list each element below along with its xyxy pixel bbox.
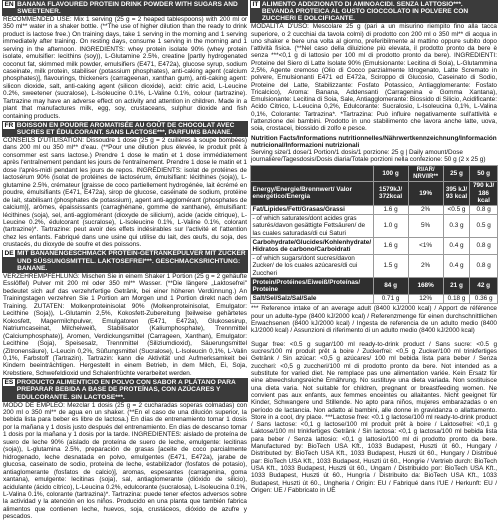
section-es: [2, 378, 248, 520]
header-cell: 25 g: [443, 166, 470, 181]
nutrient-name: - of which saturates/dont acides gras saturés/davon gesättigte Fettsäuren/ de las cuales saturadas/di cui Saturi: [251, 214, 374, 238]
value-ri: 12%: [408, 294, 443, 303]
language-code: EN: [4, 0, 14, 8]
value-ri: 5%: [408, 214, 443, 238]
value-ri: 2%: [408, 254, 443, 278]
section-it: [250, 0, 498, 133]
nutrient-name: Protein/Protéines/Eiweiß/Proteínas/ Proteine: [251, 278, 374, 294]
section-header: [2, 121, 248, 137]
nutrient-name: Salt/Sel/Salz/Sal/Sale: [251, 294, 374, 303]
language-code: DE: [4, 250, 14, 258]
value-25g: 0.4 g: [443, 238, 470, 254]
section-header: [250, 0, 498, 23]
nutrition-subtitle: Serving size/1 dose/1 Portion/1 dosis/1 porzione: 25 g | Daily amount/Dose journalière/Tagesdosis/Dosis diaria/Totale porzioni nella confezione: 50 g (2 x 25 g): [251, 149, 486, 164]
value-100g: 1.5 g: [373, 254, 408, 278]
value-25g: 0.4 g: [443, 254, 470, 278]
language-code: FR: [4, 121, 14, 129]
section-fr: [2, 121, 248, 249]
section-title: BOISSON EN POUDRE AROMATISÉE AU GOÛT DE CHOCOLAT AVEC SUCRES ET ÉDULCORANT. SANS LACTOSE***, PARFUMS BANANE.: [16, 121, 235, 137]
section-body: VERZEHREMPFEHLUNG: Mischen Sie in einem Shaker 1 Portion (25 g = 2 gehäufte Esslöffel) Pulver mit 200 ml oder 350 ml** Wasser. (**Die längere „Laktosefrei" bedeutet sich auf das verzehrfertige Getränk, bei einer höheren Verdünnung.) An Trainingstagen verzehren Sie 1 Portion am Morgen und 1 Portion direkt nach dem Training. ZUTATEN: Molkenproteinisolat 90% (Molkenproteinisolat, Emulgator: Lecithine (Soja)), L-Glutamin 2,5%, Kokosfett-Zubereitung [teilweise gehärtetes Kokosfett, Magermilchpulver, Emulgatoren (E471, E472a), Glukosesirup, Natriumcaseinat, Milcheiweiß, Stabilisator (Kaliumphosphate), Trennmittel (Calciumphosphate)], Aromen, Verdickungsmittel (Carrageen, Xanthan), Emulgator: Lecithine (Soja), Speisesalz, Trennmittel (Siliziumdioxid), Säuerungsmittel (Zitronensäure), L-Leucin 0,2%, Süßungsmittel (Sucralose), L-Isoleucin 0,1%, L-Valin 0,1%, Farbstoff (Tartrazin). Tartrazin: kann die Aktivität und Aufmerksamkeit bei Kindern beeinträchtigen. Hergestellt in einem Betrieb, in dem Milch, Ei, Soja, Krebstiere, Schwefeldioxid und Schalenfrüchte verarbeitet werden.: [3, 272, 247, 377]
language-code: ES: [4, 378, 14, 386]
section-body: MODALITÀ D'USO: Mescolare 25 g (pari a un misurino riempito fino alla tacca superiore, o 2 cucchiai da tavola colmi) di prodotto con 200 ml o 350 ml** di acqua in uno shaker e bere una volta al giorno, preferibilmente al mattino oppure subito dopo l'attività fisica. (**Nel caso della diluizione più elevata, il prodotto pronto da bere è senza ***<0,1 g di lattosio per 100 ml di prodotto pronto da bere). INGREDIENTI: Proteine del Siero di Latte Isolate 90% (Emulsionante: Lecitina di Soia), L-Glutammina 2,5%, Agente cremoso (Olio di Cocco parzialmente Idrogenato, Latte Scremato in polvere, Emulsionanti E471 ed E472a, Sciroppo di Glucosio, Caseinato di Sodio, Proteine del Latte, Stabilizzante: Fosfato Potassico, Antiagglomerante: Fosfato Tricalcico), Aroma: Banana, Addensanti (Carragenina e Gomma Xantana), Emulsionante: Lecitina di Soia, Sale, Antiagglomerante: Biossido di Silicio, Acidificante: Acido Citrico, L-Leucina 0,2%, Edulcorante: Sucralosio, L-Isoleucina 0,1%, L-Valina 0,1%, Colorante: Tartrazina*. *Tartrazina: Può influire negativamente sull'attività e l'attenzione dei bambini. Prodotto in uno stabilimento che lavora anche latte, uova, soia, crostacei, biossido di zolfo e pesce.: [251, 23, 497, 133]
header-cell: [251, 166, 374, 181]
nutrient-name: Carbohydrate/Glucides/Kohlenhydrate/ Hidratos de carbono/Carboidrati: [252, 238, 372, 253]
value-ri: 2%: [408, 205, 443, 214]
value-50g: 0.36 g: [470, 294, 498, 303]
nutrition-footnote: *** Reference intake of an average adult (8400 kJ/2000 kcal) / Apport de référence pour un adulte-type (8400 kJ/2000 kcal) / Referenzmenge für einen durchschnittlichen Erwachsenen (8400 kJ/2000 kcal) / Ingesta de referencia de un adulto medio (8400 kJ/2000 kcal) / Assunzioni di riferimento di un adulto medio (8400 kJ/2000 kcal): [251, 305, 497, 335]
value-100g: 0.71 g: [373, 294, 408, 303]
value-50g: 0.8 g: [470, 205, 498, 214]
section-header: [2, 250, 248, 273]
table-row: [251, 278, 498, 294]
value-25g: 0.3 g: [443, 214, 470, 238]
section-title: BANANA FLAVOURED PROTEIN DRINK POWDER WITH SUGARS AND SWEETENER.: [17, 0, 238, 15]
value-100g: 1.6 g: [373, 205, 408, 214]
table-row: [251, 181, 498, 205]
section-body: CONSEILS D'UTILISATION: Dissoudre 1 dose (25 g = 2 cuillères à soupe bombées) dans 200 ml ou 350 ml** d'eau. (**Pour une dilution plus élevée, le produit prêt à consommer est sans lactose.) Prendre 1 dose le matin et 1 dose immédiatement après l'entraînement pendant les jours de l'entraînement. Prendre 1 dose le matin et 1 dose l'après-midi pendant les jours de repos. INGRÉDIENTS: isolat de protéines de lactosérum 90% (isolat de protéines de lactosérum, émulsifiant: lécithines (soja)), L-glutamine 2.5%, crémateur [graisse de coco partiellement hydrogénée, lait écrémé en poudre, émulsifiants (E471, E472a), sirop de glucose, caséinate de sodium, protéine de lait, stabilisant (phosphates de potassium), agent anti-agglomérant (phosphates de calcium)], arômes, épaississants (carraghénane, gomme de xanthane), émulsifiant: lécithines (soja), sel, anti-agglomérant (dioxyde de silicium), acide (acide citrique), L-Leucine 0.2%, édulcorant (sucralose), L-Isoleucine 0.1%, L-Valine 0.1%, colorant (tartrazine)*. Tartrazine: peut avoir des effets indésirables sur l'activité et l'attention chez les enfants. Fabriqué dans une usine qui utilise du lait, des œufs, du soja, des crustacés, du dioxyde de soufre et des poissons.: [3, 136, 247, 249]
table-row: [251, 214, 498, 238]
section-en: [2, 0, 248, 120]
nutrition-header-row: [251, 166, 498, 181]
header-cell: RI/AR/ NRV/IR**: [408, 166, 443, 181]
header-cell: 50 g: [470, 166, 498, 181]
section-title: MIT BANANENGESCHMACK PROTEIN-GETRÄNKEPULVER MIT ZUCKER UND SÜSSUNGSMITTEL. LAKTOSEFREI***. GESCHMACKSRICHTUNG: BANANE.: [17, 250, 246, 273]
value-100g: 1.0 g: [373, 214, 408, 238]
table-row: [251, 294, 498, 303]
section-de: [2, 250, 248, 378]
value-50g: 0.5 g: [470, 214, 498, 238]
nutrient-name: Energy/Energie/Brennwert/ Valor energético/Energia: [251, 181, 374, 205]
nutrient-name: Fat/Lipides/Fett/Grasas/Grassi: [251, 205, 374, 214]
value-25g: <0.5 g: [443, 205, 470, 214]
value-25g: 21 g: [443, 278, 470, 294]
value-50g: 790 kJ/ 186 kcal: [470, 181, 498, 205]
nutrition-table: [250, 165, 498, 303]
value-100g: 1.6 g: [373, 238, 408, 254]
value-100g: 1579kJ/ 372kcal: [373, 181, 408, 205]
value-50g: 42 g: [470, 278, 498, 294]
section-title: PRODUCTO ALIMENTICIO EN POLVO CON SABOR A PLÁTANO PARA PREPARAR BEBIDA A BASE DE PROTEÍNAS, CON AZÚCARES Y EDULCORANTE. SIN LACTOSE***.: [16, 378, 236, 401]
left-column: [2, 0, 248, 521]
value-25g: 0.18 g: [443, 294, 470, 303]
value-50g: 0.8 g: [470, 238, 498, 254]
section-title: ALIMENTO ADDIZIONATO DI AMINOACIDI. SENZA LATTOSIO***. BEVANDA PROTEICA AL GUSTO CIOCCOLATO IN POLVERE CON ZUCCHERI E DOLCIFICANTE.: [261, 0, 469, 23]
nutrition-title: Nutrition Facts/Informations nutritionnelles/Nährwertkennzeichnung/Información nutricional/Informazioni nutrizionali: [251, 134, 497, 149]
additional-info: Sugar free: <0.5 g sugar/100 ml ready-to-drink product / Sans sucre: <0.5 g sucres/100 ml produit prêt à boire / Zuckerfrei: <0,5 g Zucker/100 ml trinkfertiges Getränk / Sin azúcar: <0,5 g azúcares/ 100 ml bebida lista para beber / Senza zuccheri: <0,5 g zuccheri/100 ml di prodotto pronto da bere. Not intended as a substitute for varied diet. Ne remplace pas une alimentation variée. Kein Ersatz für eine abwechslungsreiche Ernährung. No sustituye una dieta variada. Non sostituisce una dieta varia. Not suitable for children, pregnant or breastfeeding women. Ne convient pas aux enfants, aux femmes enceintes ou allaitantes. Nicht geeignet für Kinder, Schwangere und Stillende. No apto para niños, mujeres embarazadas o en período de lactancia. Non adatto ai bambini, alle donne in gravidanza o allattamento. Store in a cool, dry place. ***Lactose free: <0.1 g lactose/100 ml ready-to-drink product / Sans lactose: <0,1 g lactose/100 ml produit prêt à boire / Laktosefrei: <0,1 g Laktose/100 ml trinkfertiges Getränk / Sin lactosa: <0,1 g lactosa/100 ml bebida lista para beber / Senza lattosio: <0,1 g lattosio/100 ml di prodotto pronto da bere. Manufactured by: BioTech USA Kft., 1033 Budapest, Huszti út 60., Hungary / Distributed by: BioTech USA Kft., 1033 Budapest, Huszti út 60., Hungary / Distribué par: BioTech USA Kft., 1033 Budapest, Huszti út 60., Hongrie / Vertrieb durch: BioTech USA Kft., 1033 Budapest, Huszti út 60., Ungarn / Distribuido por: BioTech USA Kft., 1033 Budapest, Huszti út 60., Hungría / Distribuito da: BioTech USA Kft., 1033 Budapest, Huszti út 60., Ungheria / Origin: EU / Fabriqué dans l'UE / Herkunft: EU / Origen: UE / Fabbricato in UE: [251, 340, 497, 494]
right-column: [250, 0, 498, 500]
language-code: IT: [252, 0, 259, 8]
value-ri: 19%: [408, 181, 443, 205]
table-row: [251, 238, 498, 254]
value-25g: 395 kJ/ 93 kcal: [443, 181, 470, 205]
nutrient-name: - of which sugars/dont sucres/davon Zucker/ de los cuales azúcares/di cui Zuccheri: [251, 254, 374, 278]
value-50g: 0.8 g: [470, 254, 498, 278]
value-ri: 168%: [408, 278, 443, 294]
section-body: MODO DE EMPLEO: Mezclar 1 dosis (25 g = 2 cucharadas soperas colmadas) con 200 ml o 350 ml** de agua en un shaker. (**En el caso de una dilución superior, la bebida lista para beber es libre de lactosa.) En días de entrenamiento tomar 1 dosis por la mañana y 1 dosis justo después del entrenamiento. En días de descanso tomar 1 dosis por la mañana y 1 dosis por la tarde. INGREDIENTES: aislado de proteína de suero de leche 90% (aislado de proteína de suero de leche, emulgente: lecitinas (soja)), L-glutamina 2.5%, preparación de grasas [aceite de coco parcialmente hidrogenado, leche desnatada en polvo, emulgentes (E471, E472a), jarabe de glucosa, caseinato de sodio, proteína de leche, estabilizador (fosfatos de potasio), antiaglomerante (fosfatos de calcio)], aromas, espesantes (carragenina, goma xantana), emulgente: lecitinas (soja), sal, antiaglomerante (dióxido de silicio), acidulante (ácido cítrico), L-Leucina 0.2%, edulcorante (sucralosa), L-Isoleucina 0.1%, L-Valina 0.1%, colorante (tartrazina)*. Tartrazina: puede tener efectos adversos sobre la actividad y la atención en los niños. Producido en una planta que también fabrica alimentos que contienen leche, huevos, soja, crustáceos, dióxido de azufre y pescados.: [3, 401, 247, 521]
value-100g: 84 g: [373, 278, 408, 294]
header-cell: 100 g: [373, 166, 408, 181]
table-row: [251, 205, 498, 214]
section-header: [2, 0, 248, 16]
value-ri: <1%: [408, 238, 443, 254]
section-body: RECOMMENDED USE: Mix 1 serving (25 g = 2 heaped tablespoons) with 200 ml or 350 ml** water in a shaker bottle. (**The use of higher dilution than the ready to drink product is lactose free.) On training days, take 1 serving in the morning and 1 serving immediately after training. On resting days, consume 1 serving in the morning and 1 serving in the afternoon. INGREDIENTS: whey protein isolate 90% (whey protein isolate, emulsifier: lecithins (soy)), L-Glutamine 2.5%, creatine [partly hydrogenated coconut fat, skimmed milk powder, emulsifiers (E471, E472a), glucose syrup, sodium caseinate, milk protein, stabiliser (potassium phosphates), anti-caking agent (calcium phosphates)], flavourings, thickeners (carrageenan, xanthan gum), anti-caking agent: silicon dioxide, salt, anti-caking agent (silicon dioxide), acid: citric acid, L-Leucine 0.2%, sweetener (sucralose), L-Isoleucine 0.1%, L-Valine 0.1%, colour (tartrazine). Tartrazine may have an adverse effect on activity and attention in children. Made in a plant that manufactures milk, egg, soy, crustaceans, sulphur dioxide and fish containing products.: [3, 15, 247, 120]
table-row: [251, 254, 498, 278]
section-header: [2, 378, 248, 401]
